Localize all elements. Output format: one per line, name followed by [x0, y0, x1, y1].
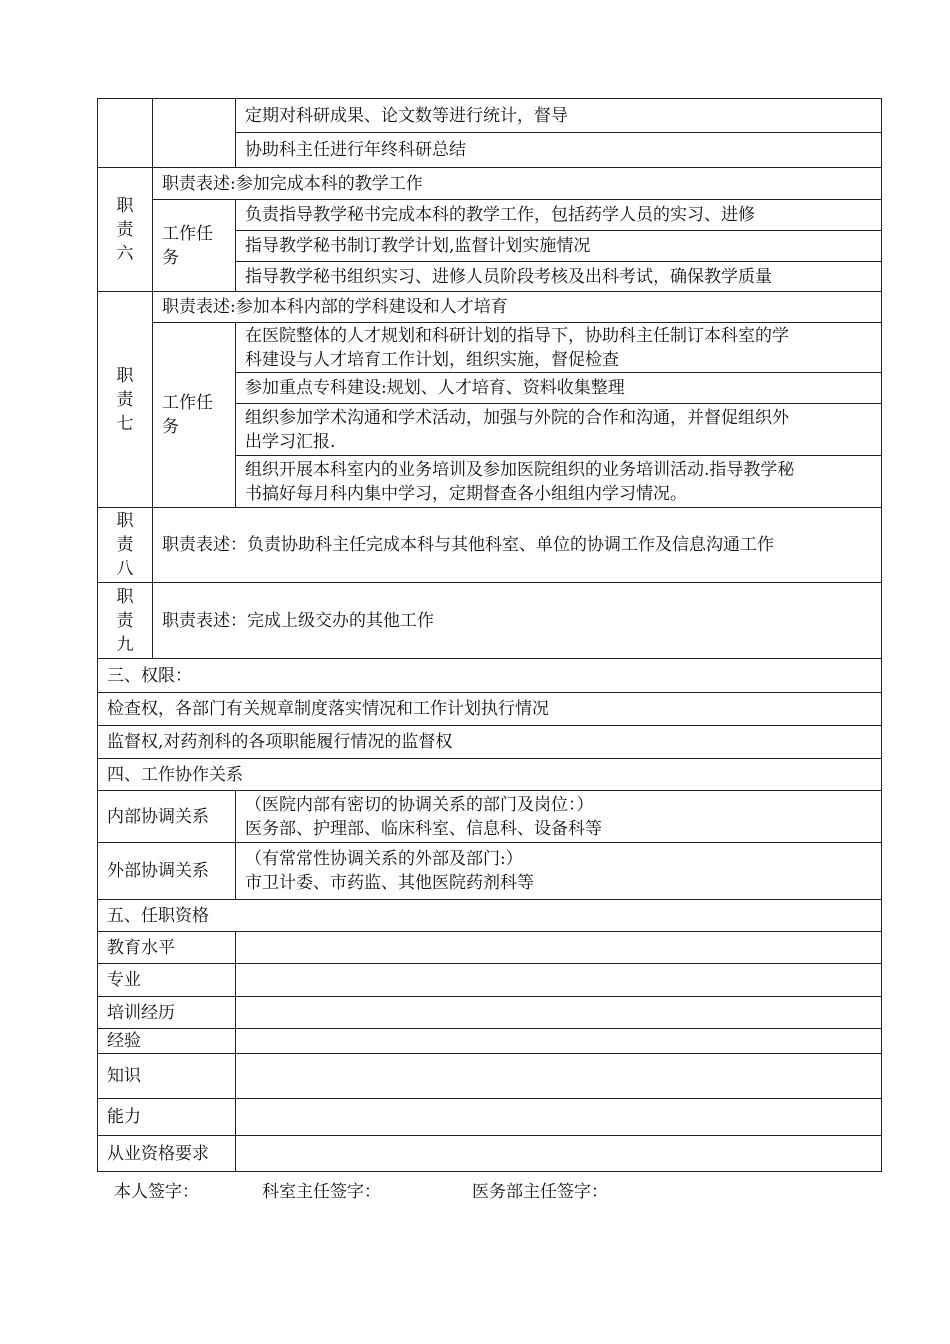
- table-row: [98, 932, 882, 964]
- duty8-statement: 职责表述：负责协助科主任完成本科与其他科室、单位的协调工作及信息沟通工作: [153, 508, 882, 583]
- qualification-value: [236, 1099, 882, 1136]
- job-description-table: [97, 98, 882, 1172]
- task-cell: 组织参加学术沟通和学术活动，加强与外院的合作和沟通，并督促组织外 出学习汇报.: [236, 404, 882, 456]
- table-row: [98, 997, 882, 1029]
- qualification-value: [236, 1054, 882, 1099]
- table-row: [98, 323, 882, 373]
- duty7-statement: 职责表述:参加本科内部的学科建设和人才培育: [153, 292, 882, 323]
- table-row: [98, 508, 882, 583]
- table-row: [98, 1099, 882, 1136]
- authority-item: 监督权,对药剂科的各项职能履行情况的监督权: [98, 726, 882, 759]
- table-row: [98, 1054, 882, 1099]
- qualification-label: 能力: [98, 1099, 236, 1136]
- duty6-task-label: 工作任 务: [153, 200, 236, 292]
- table-row: [98, 200, 882, 231]
- section3-title: 三、权限：: [98, 659, 882, 693]
- table-row: [98, 726, 882, 759]
- qualification-value: [236, 1029, 882, 1054]
- internal-relations-label: 内部协调关系: [98, 791, 236, 843]
- external-relations-label: 外部协调关系: [98, 843, 236, 900]
- qualification-value: [236, 997, 882, 1029]
- table-row: [98, 659, 882, 693]
- section5-title: 五、任职资格: [98, 900, 882, 932]
- table-row: [98, 1029, 882, 1054]
- task-cell: 参加重点专科建设:规划、人才培育、资料收集整理: [236, 373, 882, 404]
- duty6-statement: 职责表述:参加完成本科的教学工作: [153, 168, 882, 200]
- table-row: [98, 99, 882, 133]
- table-row: [98, 693, 882, 726]
- table-row: [98, 759, 882, 791]
- internal-relations-value: （医院内部有密切的协调关系的部门及岗位：） 医务部、护理部、临床科室、信息科、设备科等: [236, 791, 882, 843]
- task-cell: 指导教学秘书制订教学计划,监督计划实施情况: [236, 231, 882, 262]
- qualification-label: 培训经历: [98, 997, 236, 1029]
- duty9-label: 职 责 九: [98, 583, 153, 659]
- self-signature-label: 本人签字：: [114, 1182, 199, 1202]
- task-cell: 定期对科研成果、论文数等进行统计，督导: [236, 99, 882, 133]
- qualification-label: 从业资格要求: [98, 1136, 236, 1172]
- duty7-task-label: 工作任 务: [153, 323, 236, 508]
- table-row: [98, 964, 882, 997]
- table-row: [98, 583, 882, 659]
- qualification-label: 经验: [98, 1029, 236, 1054]
- task-cell: 在医院整体的人才规划和科研计划的指导下，协助科主任制订本科室的学 科建设与人才培育工作计划，组织实施，督促检查: [236, 323, 882, 373]
- table-row: [98, 900, 882, 932]
- duty9-statement: 职责表述：完成上级交办的其他工作: [153, 583, 882, 659]
- qualification-label: 专业: [98, 964, 236, 997]
- qualification-label: 知识: [98, 1054, 236, 1099]
- task-cell: 协助科主任进行年终科研总结: [236, 133, 882, 168]
- medical-head-signature-label: 医务部主任签字：: [472, 1182, 608, 1202]
- table-row: [98, 292, 882, 323]
- authority-item: 检查权，各部门有关规章制度落实情况和工作计划执行情况: [98, 693, 882, 726]
- task-cell: 组织开展本科室内的业务培训及参加医院组织的业务培训活动.指导教学秘 书搞好每月科内集中学习，定期督查各小组组内学习情况。: [236, 456, 882, 508]
- table-row: [98, 791, 882, 843]
- task-cell: 负责指导教学秘书完成本科的教学工作，包括药学人员的实习、进修: [236, 200, 882, 231]
- dept-head-signature-label: 科室主任签字：: [262, 1182, 381, 1202]
- table-row: [98, 1136, 882, 1172]
- duty8-label: 职 责 八: [98, 508, 153, 583]
- qualification-value: [236, 932, 882, 964]
- external-relations-value: （有常常性协调关系的外部及部门:） 市卫计委、市药监、其他医院药剂科等: [236, 843, 882, 900]
- qualification-label: 教育水平: [98, 932, 236, 964]
- table-row: [98, 168, 882, 200]
- section4-title: 四、工作协作关系: [98, 759, 882, 791]
- duty6-label: 职 责 六: [98, 168, 153, 292]
- task-cell: 指导教学秘书组织实习、进修人员阶段考核及出科考试，确保教学质量: [236, 262, 882, 292]
- table-row: [98, 843, 882, 900]
- qualification-value: [236, 1136, 882, 1172]
- duty7-label: 职 责 七: [98, 292, 153, 508]
- qualification-value: [236, 964, 882, 997]
